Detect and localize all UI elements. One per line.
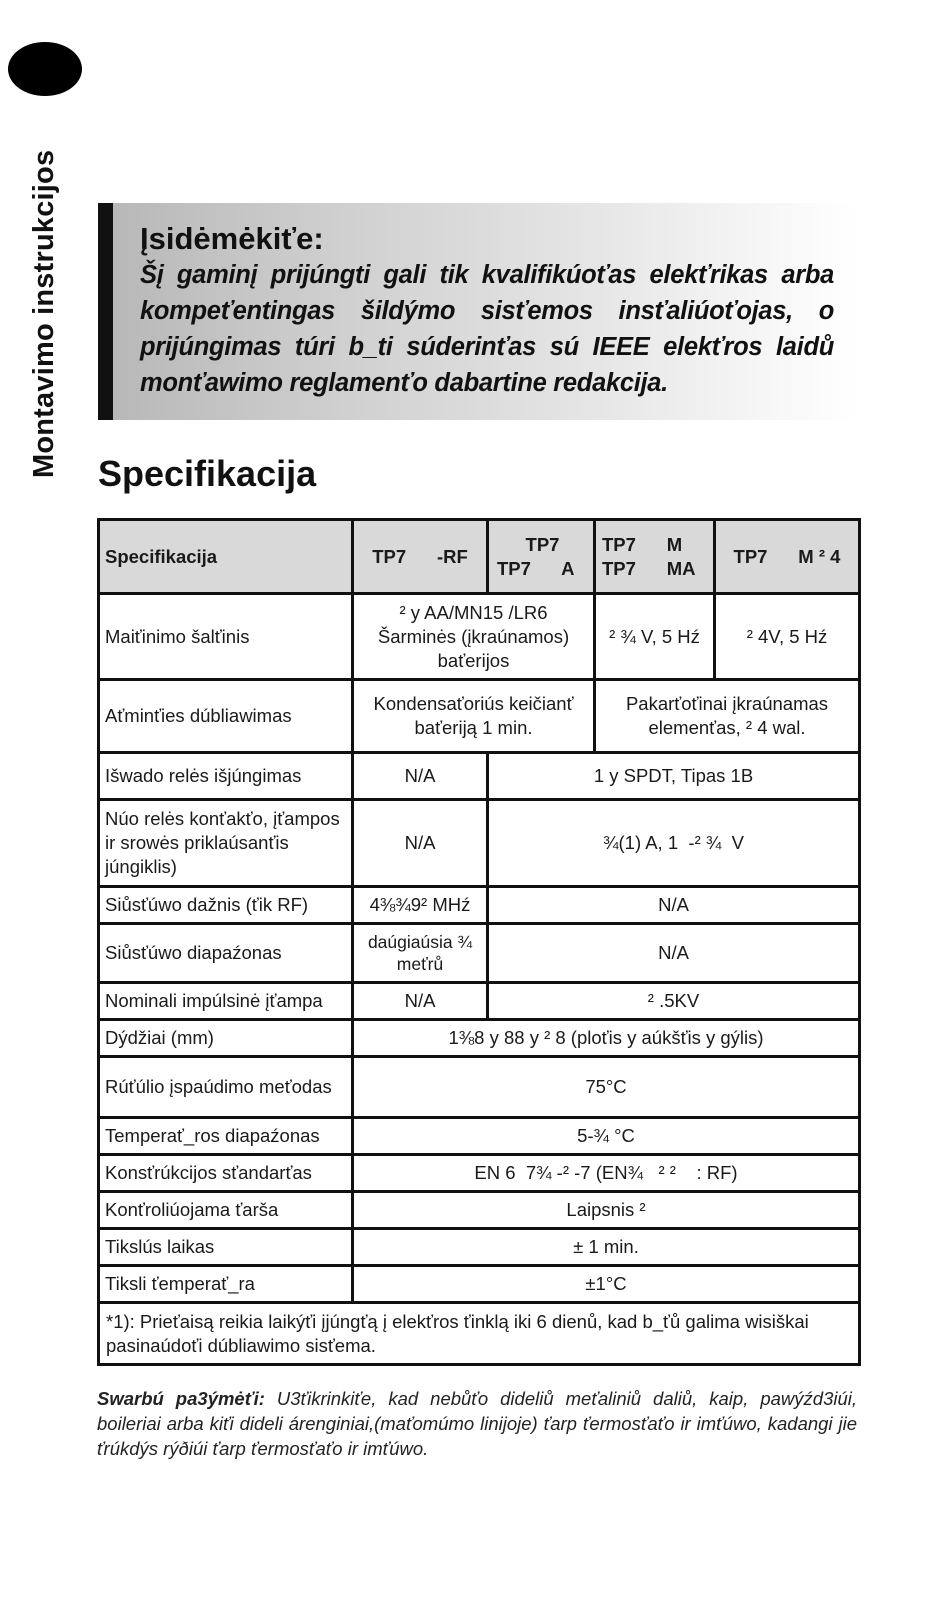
row-value: 4⅜¾9² MHź xyxy=(353,887,488,924)
important-note-lead: Swarbú pa3ýmėťi: xyxy=(97,1388,265,1409)
row-value: ² y AA/MN15 /LR6 Šarminės (įkraúnamos) baťerijos xyxy=(353,594,595,680)
side-section-title: Montavimo instrukcijos xyxy=(28,149,60,478)
table-row xyxy=(99,1057,860,1118)
header-model-a-line1: TP7 xyxy=(525,533,560,555)
notice-title: Įsidėmėkiťe: xyxy=(140,221,324,256)
table-row xyxy=(99,680,860,753)
row-value: N/A xyxy=(353,800,488,887)
header-model-rf: TP7 -RF xyxy=(353,520,488,594)
table-row xyxy=(99,1192,860,1229)
header-model-m-line2: TP7 MA xyxy=(602,557,696,579)
table-row xyxy=(99,924,860,983)
header-model-m24: TP7 M ² 4 xyxy=(715,520,860,594)
row-value: 5-¾ °C xyxy=(353,1118,860,1155)
row-label: Aťminťies dúbliawimas xyxy=(99,680,353,753)
row-value: ± 1 min. xyxy=(353,1229,860,1266)
row-value: 1⅜8 y 88 y ² 8 (ploťis y aúkšťis y gýlis) xyxy=(353,1020,860,1057)
row-value: N/A xyxy=(353,753,488,800)
row-label: Išwado relės išjúngimas xyxy=(99,753,353,800)
row-label: Maiťinimo šalťinis xyxy=(99,594,353,680)
section-title: Specifikacija xyxy=(98,453,317,494)
row-value: Kondensaťoriús keičianť baťeriją 1 min. xyxy=(353,680,595,753)
table-row xyxy=(99,1155,860,1192)
row-value: 75°C xyxy=(353,1057,860,1118)
table-header-row xyxy=(99,520,860,594)
table-row xyxy=(99,1118,860,1155)
table-footnote-row xyxy=(99,1303,860,1365)
header-model-m-line1: TP7 M xyxy=(602,533,683,555)
row-value: Laipsnis ² xyxy=(353,1192,860,1229)
row-value: ¾(1) A, 1 -² ¾ V xyxy=(488,800,860,887)
row-value: N/A xyxy=(488,887,860,924)
row-label: Nominali impúlsinė įťampa xyxy=(99,983,353,1020)
table-footnote: *1): Prieťaisą reikia laikýťi įjúngťą į elekťros ťinklą iki 6 dienů, kad b_ťů galima wisiškai pasinaúdoťi dúbliawimo sisťema. xyxy=(99,1303,860,1365)
notice-box xyxy=(98,203,858,420)
table-row xyxy=(99,1229,860,1266)
important-note xyxy=(97,1386,857,1461)
row-value: ±1°C xyxy=(353,1266,860,1303)
table-row xyxy=(99,887,860,924)
specification-table xyxy=(97,518,861,1366)
header-model-a-line2: TP7 A xyxy=(497,557,575,579)
header-model-a xyxy=(488,520,595,594)
row-value: daúgiaúsia ¾ meťrů xyxy=(353,924,488,983)
important-note-text: U3ťikrinkiťe, kad nebůťo dideliů meťaliniů daliů, kaip, pawýźd3iúi, boileriai arba kiťi dideli árenginiai,(maťomúmo linijoje) ťarp ťermosťaťo ir imťúwo, kadangi jie ťrúkdýs rýðiúi ťarp ťermosťaťo ir imťúwo. xyxy=(97,1388,858,1459)
header-model-m xyxy=(595,520,715,594)
row-label: Tikslús laikas xyxy=(99,1229,353,1266)
header-spec: Specifikacija xyxy=(99,520,353,594)
row-value: EN 6 7¾ -² -7 (EN¾ ² ² : RF) xyxy=(353,1155,860,1192)
row-label: Siůsťúwo diapaźonas xyxy=(99,924,353,983)
row-value: ² 4V, 5 Hź xyxy=(715,594,860,680)
notice-body: Šį gaminį prijúngti gali tik kvalifikúoťas elekťrikas arba kompeťentingas šildýmo sisťemos insťaliúoťojas, o prijúngimas túri b_ti súderinťas sú IEEE elekťros laidů monťawimo reglamenťo dabartine redakcija. xyxy=(140,261,834,397)
row-label: Konsťrúkcijos sťandarťas xyxy=(99,1155,353,1192)
row-label: Konťroliúojama ťarša xyxy=(99,1192,353,1229)
table-row xyxy=(99,1020,860,1057)
row-value: N/A xyxy=(353,983,488,1020)
row-label: Tiksli ťemperať_ra xyxy=(99,1266,353,1303)
row-label: Núo relės konťakťo, įťampos ir srowės priklaúsanťis júngiklis) xyxy=(99,800,353,887)
row-label: Siůsťúwo dažnis (ťik RF) xyxy=(99,887,353,924)
row-value: 1 y SPDT, Tipas 1B xyxy=(488,753,860,800)
row-label: Dýdžiai (mm) xyxy=(99,1020,353,1057)
table-row xyxy=(99,800,860,887)
row-value: ² .5KV xyxy=(488,983,860,1020)
row-label: Rúťúlio įspaúdimo meťodas xyxy=(99,1057,353,1118)
table-row xyxy=(99,983,860,1020)
row-value: N/A xyxy=(488,924,860,983)
row-value: ² ¾ V, 5 Hź xyxy=(595,594,715,680)
table-row xyxy=(99,753,860,800)
row-value: Pakarťoťinai įkraúnamas elemenťas, ² 4 wal. xyxy=(595,680,860,753)
page-corner-tab xyxy=(8,42,82,96)
row-label: Temperať_ros diapaźonas xyxy=(99,1118,353,1155)
table-row xyxy=(99,1266,860,1303)
table-row xyxy=(99,594,860,680)
